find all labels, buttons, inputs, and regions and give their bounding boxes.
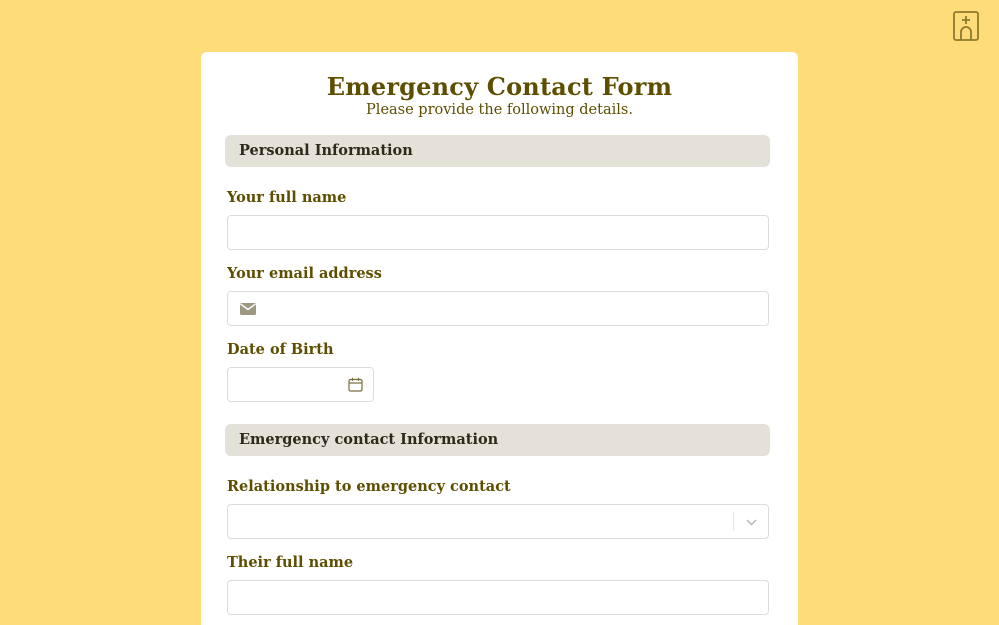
full-name-input[interactable] — [227, 215, 769, 250]
relationship-select[interactable] — [227, 504, 769, 539]
section-header-personal: Personal Information — [225, 135, 770, 167]
form-subtitle: Please provide the following details. — [366, 102, 633, 118]
full-name-label: Your full name — [227, 189, 347, 206]
chevron-down-icon[interactable] — [745, 516, 758, 528]
select-divider — [733, 512, 734, 531]
dob-label: Date of Birth — [227, 341, 334, 358]
form-card — [201, 52, 798, 625]
email-label: Your email address — [227, 265, 382, 282]
their-name-input[interactable] — [227, 580, 769, 615]
relationship-label: Relationship to emergency contact — [227, 478, 511, 495]
hospital-icon — [951, 10, 981, 42]
form-title: Emergency Contact Form — [326, 72, 673, 101]
envelope-icon — [240, 302, 256, 316]
calendar-icon[interactable] — [348, 377, 363, 392]
email-input[interactable] — [227, 291, 769, 326]
dob-input[interactable] — [227, 367, 374, 402]
section-header-emergency: Emergency contact Information — [225, 424, 770, 456]
their-name-label: Their full name — [227, 554, 354, 571]
